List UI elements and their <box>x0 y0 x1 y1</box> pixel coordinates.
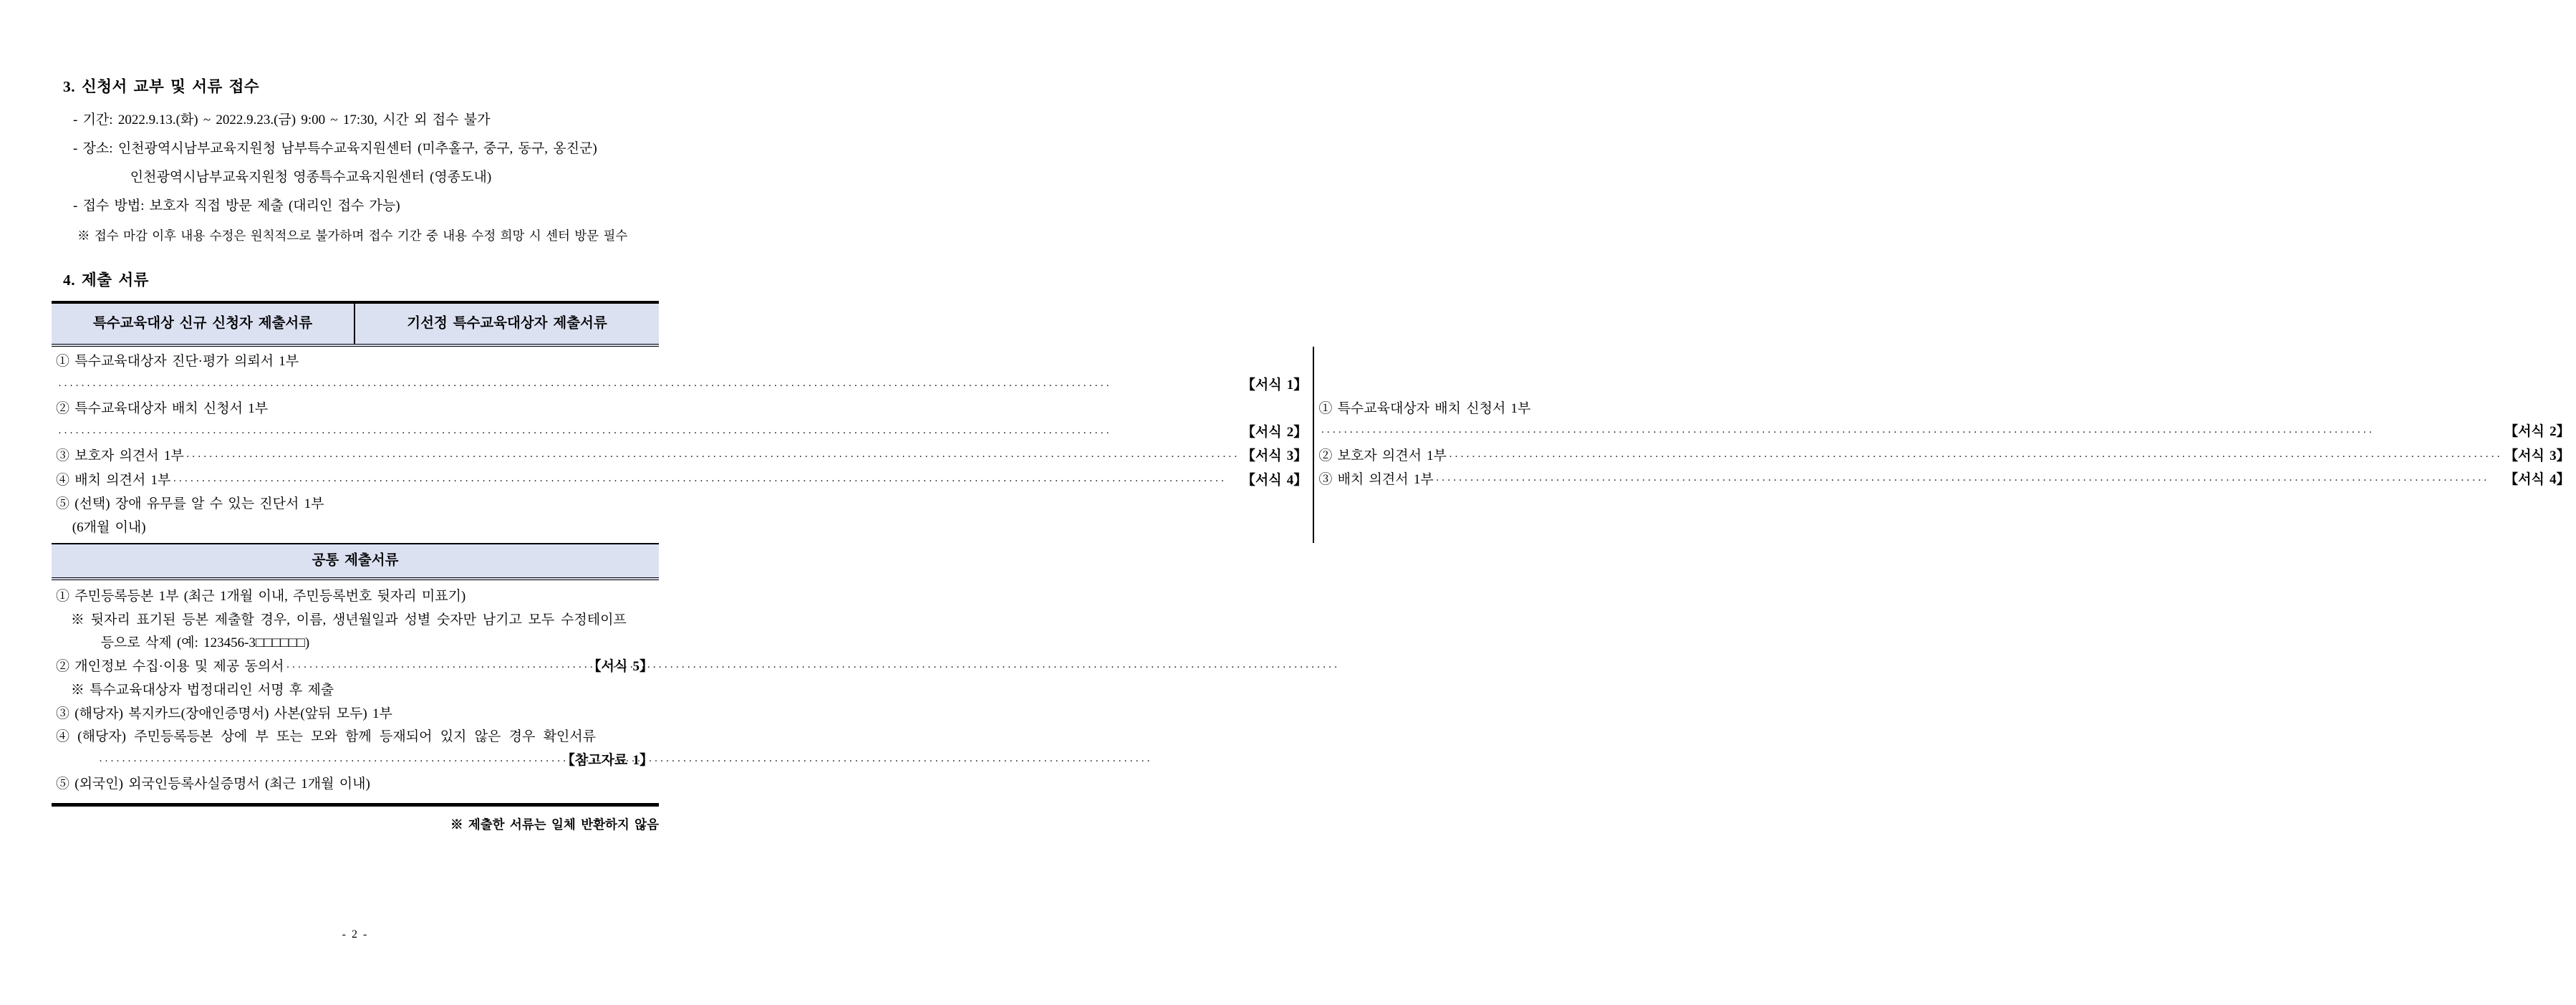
form-reference-label: 【서식 3】 <box>2504 448 2570 463</box>
doc-line-text: 인천광역시남부교육지원청 영종특수교육지원센터 (영종도내) <box>130 170 492 185</box>
doc-line <box>1318 445 2570 469</box>
doc-line <box>56 350 1307 374</box>
preselected-documents-cell <box>1314 347 2575 543</box>
no-return-note: ※ 제출한 서류는 일체 반환하지 않음 <box>450 817 659 832</box>
section-3-note: ※ 접수 마감 이후 내용 수정은 원칙적으로 불가하며 접수 기간 중 내용 수정 희망 시 센터 방문 필수 <box>77 229 628 243</box>
common-documents-header: 공통 제출서류 <box>52 544 659 580</box>
doc-line-text: - 접수 방법: 보호자 직접 방문 제출 (대리인 접수 가능) <box>73 198 400 213</box>
form-reference-label: 【서식 4】 <box>1241 472 1308 488</box>
dotted-leader <box>1321 420 2502 445</box>
table-header-new-applicants: 특수교육대상 신규 신청자 제출서류 <box>52 304 355 344</box>
form-reference-label: 【서식 4】 <box>2504 472 2570 487</box>
section-3-heading: 3. 신청서 교부 및 서류 접수 <box>63 78 260 95</box>
doc-line-text: ③ 배치 의견서 1부 <box>1318 472 1434 487</box>
dotted-leader <box>58 374 1240 398</box>
doc-line <box>56 703 653 726</box>
doc-line-text: ④ 배치 의견서 1부 <box>56 472 171 488</box>
doc-line <box>56 726 653 749</box>
table-body-row <box>52 347 2570 544</box>
table-header-preselected: 기선정 특수교육대상자 제출서류 <box>407 316 607 331</box>
doc-line-text: ② 보호자 의견서 1부 <box>1318 448 1447 463</box>
doc-line-text: ① 특수교육대상자 진단·평가 의뢰서 1부 <box>56 354 299 369</box>
doc-line-text: ③ (해당자) 복지카드(장애인증명서) 사본(앞뒤 모두) 1부 <box>56 706 392 721</box>
form-reference-label: 【참고자료 1】 <box>561 752 653 768</box>
doc-line-text: ② 개인정보 수집·이용 및 제공 동의서 <box>56 658 284 674</box>
dotted-leader <box>186 445 1240 469</box>
doc-line-text: ④ (해당자) 주민등록등본 상에 부 또는 모와 함께 등재되어 있지 않은 경우 확인서류 <box>56 729 596 744</box>
doc-line-text: ③ 보호자 의견서 1부 <box>56 448 184 463</box>
doc-line-text: - 기간: 2022.9.13.(화) ~ 2022.9.23.(금) 9:00 ~ 17:30, 시간 외 접수 불가 <box>73 112 491 128</box>
doc-line <box>73 135 659 163</box>
dotted-leader <box>99 749 559 774</box>
doc-line <box>56 585 653 609</box>
section-3-list <box>52 106 659 221</box>
page-number: - 2 - <box>342 928 369 941</box>
dotted-leader <box>1436 468 2502 493</box>
common-documents-cell <box>52 580 659 803</box>
doc-line <box>56 773 653 797</box>
doc-line-continuation <box>56 516 1307 540</box>
doc-line-text: ⑤ (외국인) 외국인등록사실증명서 (최근 1개월 이내) <box>56 776 370 792</box>
doc-line-text: - 장소: 인천광역시남부교육지원청 남부특수교육지원센터 (미추홀구, 중구, 동구, 옹진군) <box>73 141 597 156</box>
table-header-row <box>52 304 659 347</box>
dotted-leader <box>286 655 586 680</box>
form-reference-label: 【서식 3】 <box>1241 448 1308 463</box>
doc-line <box>56 469 1307 494</box>
doc-line <box>56 493 1307 516</box>
doc-line-text: 등으로 삭제 (예: 123456-3□□□□□□) <box>100 635 310 650</box>
doc-line <box>56 609 653 633</box>
form-reference-label: 【서식 5】 <box>587 658 653 674</box>
doc-line-text: ※ 특수교육대상자 법정대리인 서명 후 제출 <box>70 683 334 698</box>
doc-line-text: ※ 뒷자리 표기된 등본 제출할 경우, 이름, 생년월일과 성별 숫자만 남기고 모두 수정테이프 <box>70 612 627 627</box>
doc-line <box>56 655 653 680</box>
section-4-heading: 4. 제출 서류 <box>63 271 149 289</box>
doc-line-text: ① 특수교육대상자 배치 신청서 1부 <box>1318 400 1531 416</box>
form-reference-label: 【서식 2】 <box>2504 424 2570 439</box>
dotted-leader <box>1449 445 2502 469</box>
doc-line <box>56 679 653 703</box>
leader-line <box>56 374 1307 398</box>
doc-line <box>1318 468 2570 493</box>
doc-line <box>73 106 659 135</box>
leader-line <box>56 749 653 774</box>
doc-line-text: ① 주민등록등본 1부 (최근 1개월 이내, 주민등록번호 뒷자리 미표기) <box>56 589 466 604</box>
doc-line <box>1318 398 2570 421</box>
new-applicants-documents-cell <box>52 347 1314 543</box>
doc-line-text: ② 특수교육대상자 배치 신청서 1부 <box>56 401 269 416</box>
leader-line <box>56 421 1307 446</box>
dotted-leader <box>58 421 1240 446</box>
doc-line-text: (6개월 이내) <box>72 519 146 535</box>
form-reference-label: 【서식 2】 <box>1241 424 1308 440</box>
doc-line-text: ⑤ (선택) 장애 유무를 알 수 있는 진단서 1부 <box>56 496 324 511</box>
form-reference-label: 【서식 1】 <box>1241 377 1308 393</box>
doc-line-continuation <box>56 632 653 655</box>
doc-line-continuation <box>73 163 659 192</box>
doc-line <box>73 192 659 221</box>
doc-line <box>56 398 1307 421</box>
leader-line <box>1318 420 2570 445</box>
dotted-leader <box>173 469 1239 494</box>
doc-line <box>56 445 1307 469</box>
submission-documents-table <box>52 301 2570 807</box>
